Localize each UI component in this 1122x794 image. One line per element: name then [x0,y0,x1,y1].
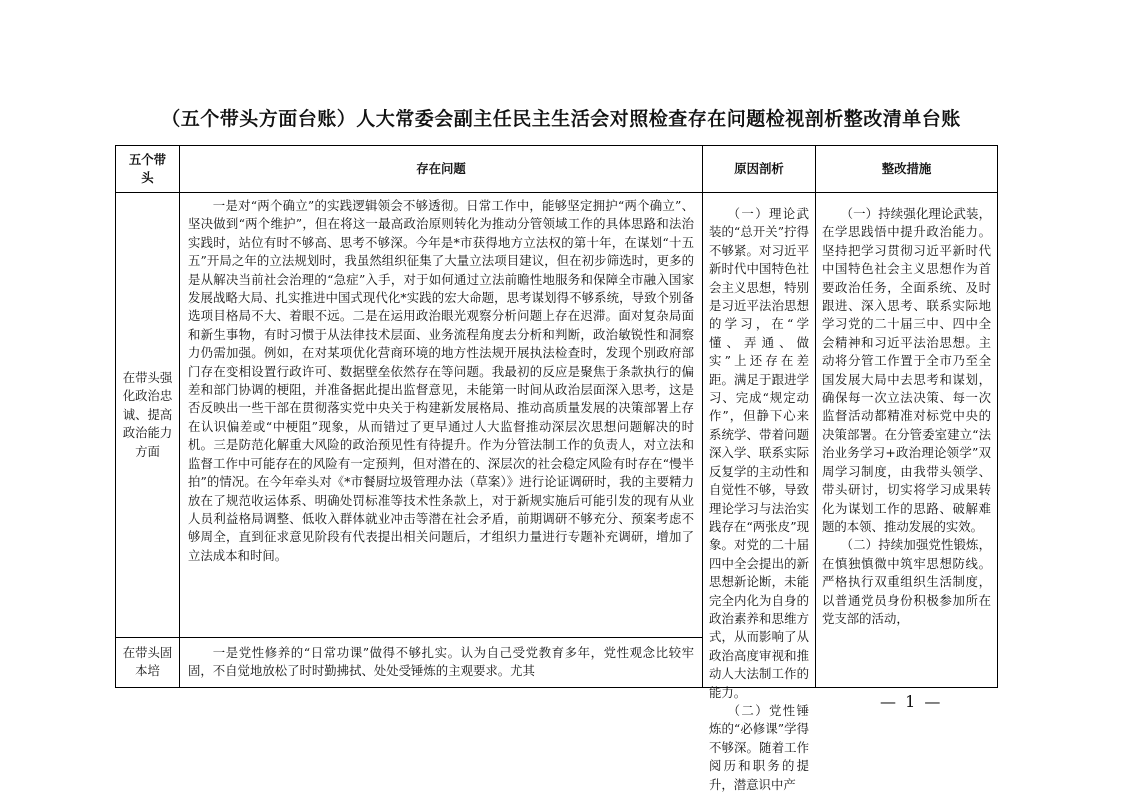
measures-paragraph: （一）持续强化理论武装，在学思践悟中提升政治能力。坚持把学习贯彻习近平新时代中国特色社会主义思想作为首要政治任务，全面系统、及时跟进、深入思考、联系实际地学习党的二十届三中、四中全会精神和习近平法治思想。主动将分管工作置于全市乃至全国发展大局中去思考和谋划，确保每一次立法决策、每一次监督活动都精准对标党中央的决策部署。在分管委室建立“法治业务学习+政治理论领学”双周学习制度，由我带头领学、带头研讨，切实将学习成果转化为谋划工作的思路、破解难题的本领、推动发展的实效。 [822,206,991,534]
causes-paragraph: （一）理论武装的“总开关”拧得不够紧。对习近平新时代中国特色社会主义思想，特别是习近平法治思想的学习，在“学懂、弄通、做实”上还存在差距。满足于跟进学习、完成“规定动作”，但静下心来系统学、带着问题深入学、联系实际反复学的主动性和自觉性不够，导致理论学习与法治实践存在“两张皮”现象。对党的二十届四中全会提出的新思想新论断，未能完全内化为自身的政治素养和思维方式，从而影响了从政治高度审视和推动人大法制工作的能力。 [709,206,809,700]
page-number: — 1 — [880,692,943,711]
header-measures: 整改措施 [816,146,998,193]
header-causes: 原因剖析 [703,146,816,193]
causes-paragraph: （二）党性锤炼的“必修课”学得不够深。随着工作阅历和职务的提升，潜意识中产 [709,702,809,792]
page-title: （五个带头方面台账）人大常委会副主任民主生活会对照检查存在问题检视剖析整改清单台账 [161,108,961,130]
problems-text: 一是对“两个确立”的实践逻辑领会不够透彻。日常工作中，能够坚定拥护“两个确立”、坚决做到“两个维护”，但在将这一最高政治原则转化为推动分管领域工作的具体思路和法治实践时，站位有时不够高、思考不够深。今年是*市获得地方立法权的第十年，在谋划“十五五”开局之年的立法规划时，我虽然组织征集了大量立法项目建议，但在初步筛选时，更多的是从解决当前社会治理的“急症”入手，对于如何通过立法前瞻性地服务和保障全市融入国家发展战略大局、扎实推进中国式现代化*实践的宏大命题，思考谋划得不够系统，导致个别备选项目格局不大、着眼不远。二是在运用政治眼光观察分析问题上存在迟滞。面对复杂局面和新生事物，有时习惯于从法律技术层面、业务流程角度去分析和判断，政治敏锐性和洞察力仍需加强。例如，在对某项优化营商环境的地方性法规开展执法检查时，发现个别政府部门存在变相设置行政许可、数据壁垒依然存在等问题。我最初的反应是聚焦于条款执行的偏差和部门协调的梗阻，并准备据此提出监督意见，未能第一时间从政治层面深入思考，这是否反映出一些干部在贯彻落实党中央关于构建新发展格局、推动高质量发展的决策部署上存在认识偏差或“中梗阻”现象，从而错过了更早通过人大监督推动深层次思想问题解决的时机。三是防范化解重大风险的政治预见性有待提升。作为分管法制工作的负责人，对立法和监督工作中可能存在的风险有一定预判，但对潜在的、深层次的社会稳定风险有时存在“慢半拍”的情况。在今年牵头对《*市餐厨垃圾管理办法（草案）》进行论证调研时，我的主要精力放在了规范收运体系、明确处罚标准等技术性条款上，对于新规实施后可能引发的现有从业人员利益格局调整、低收入群体就业冲击等潜在社会矛盾，前期调研不够充分、预案考虑不够周全，直到征求意见阶段有代表提出相关问题后，才组织力量进行专题补充调研，增加了立法成本和时间。 [188,198,694,563]
table-row [116,193,998,638]
header-problems: 存在问题 [180,146,703,193]
measures-paragraph: （二）持续加强党性锻炼，在慎独慎微中筑牢思想防线。严格执行双重组织生活制度，以普通党员身份积极参加所在党支部的活动， [822,537,991,626]
category-cell [116,638,180,688]
causes-cell [703,193,816,792]
category-text: 在带头固本培 [122,645,173,679]
problems-cell [180,638,703,688]
problems-cell [180,193,703,638]
problems-text: 一是党性修养的“日常功课”做得不够扎实。认为自己受党教育多年，党性观念比较牢固，不自觉地放松了时时勤拂拭、处处受锤炼的主观要求。尤其 [188,645,694,679]
ledger-table [115,145,998,792]
header-category: 五个带头 [116,146,180,193]
table-header-row [116,146,998,193]
measures-cell [816,193,998,688]
category-cell: 在带头强化政治忠诚、提高政治能力方面 [116,193,180,638]
